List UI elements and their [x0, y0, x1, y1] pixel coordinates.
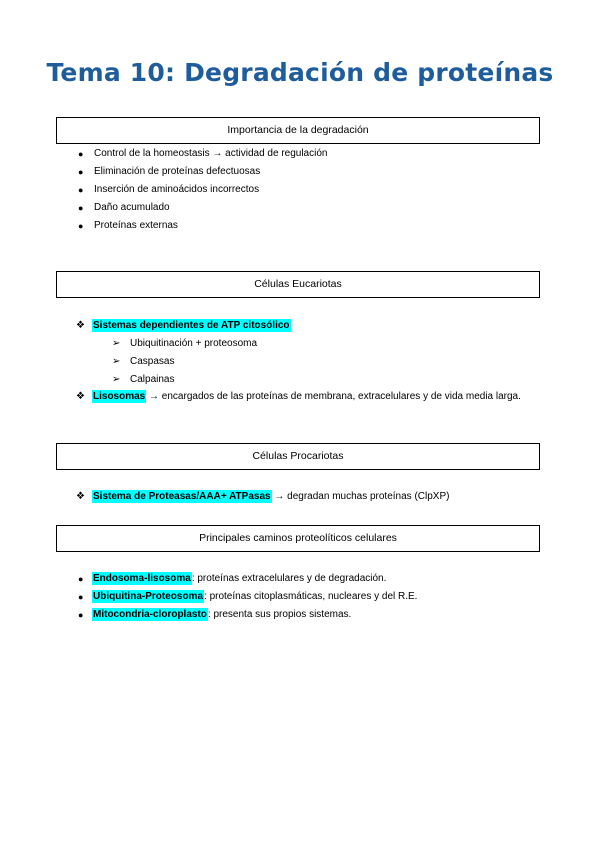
bullet-icon: ●: [78, 574, 84, 584]
sub-list-item: Calpainas: [130, 374, 175, 385]
list-item: [92, 319, 291, 333]
list-item: Daño acumulado: [94, 202, 170, 213]
bullet-icon: ●: [78, 221, 84, 231]
list-item: Proteínas externas: [94, 220, 178, 231]
item-text: → encargados de las proteínas de membrana, extracelulares y de vida media larga.: [146, 391, 521, 402]
item-text: : presenta sus propios sistemas.: [207, 609, 352, 620]
list-item: Control de la homeostasis → actividad de regulación: [94, 148, 328, 159]
highlighted-term: Lisosomas: [93, 391, 146, 402]
arrow-bullet-icon: ➢: [112, 374, 121, 385]
list-item: [92, 590, 417, 604]
list-item: [92, 572, 386, 586]
sub-list-item: Ubiquitinación + proteosoma: [130, 338, 258, 349]
diamond-bullet-icon: ❖: [76, 491, 85, 502]
bullet-icon: ●: [78, 149, 84, 159]
item-text: : proteínas citoplasmáticas, nucleares y del R.E.: [204, 591, 418, 602]
bullet-icon: ●: [78, 592, 84, 602]
list-item: Eliminación de proteínas defectuosas: [94, 166, 261, 177]
item-text: → degradan muchas proteínas (ClpXP): [271, 491, 450, 502]
section-header-importancia: Importancia de la degradación: [56, 117, 540, 144]
highlighted-term: Ubiquitina-Proteosoma: [93, 591, 204, 602]
highlighted-term: Sistema de Proteasas/AAA+ ATPasas: [93, 491, 271, 502]
bullet-icon: ●: [78, 610, 84, 620]
highlighted-term: Mitocondria-cloroplasto: [93, 609, 207, 620]
section-header-procariotas: Células Procariotas: [56, 443, 540, 470]
item-text: : proteínas extracelulares y de degradación.: [191, 573, 387, 584]
list-item: [92, 390, 521, 404]
bullet-icon: ●: [78, 185, 84, 195]
diamond-bullet-icon: ❖: [76, 391, 85, 402]
sub-list-item: Caspasas: [130, 356, 175, 367]
arrow-bullet-icon: ➢: [112, 338, 121, 349]
list-item: [92, 608, 351, 622]
bullet-icon: ●: [78, 203, 84, 213]
highlighted-term: Endosoma-lisosoma: [93, 573, 191, 584]
section-header-eucariotas: Células Eucariotas: [56, 271, 540, 298]
section-header-caminos: Principales caminos proteolíticos celulares: [56, 525, 540, 552]
diamond-bullet-icon: ❖: [76, 320, 85, 331]
highlighted-term: Sistemas dependientes de ATP citosólico: [93, 320, 290, 331]
arrow-bullet-icon: ➢: [112, 356, 121, 367]
list-item: Inserción de aminoácidos incorrectos: [94, 184, 260, 195]
list-item: [92, 490, 449, 504]
page-title: Tema 10: Degradación de proteínas: [46, 58, 554, 87]
bullet-icon: ●: [78, 167, 84, 177]
